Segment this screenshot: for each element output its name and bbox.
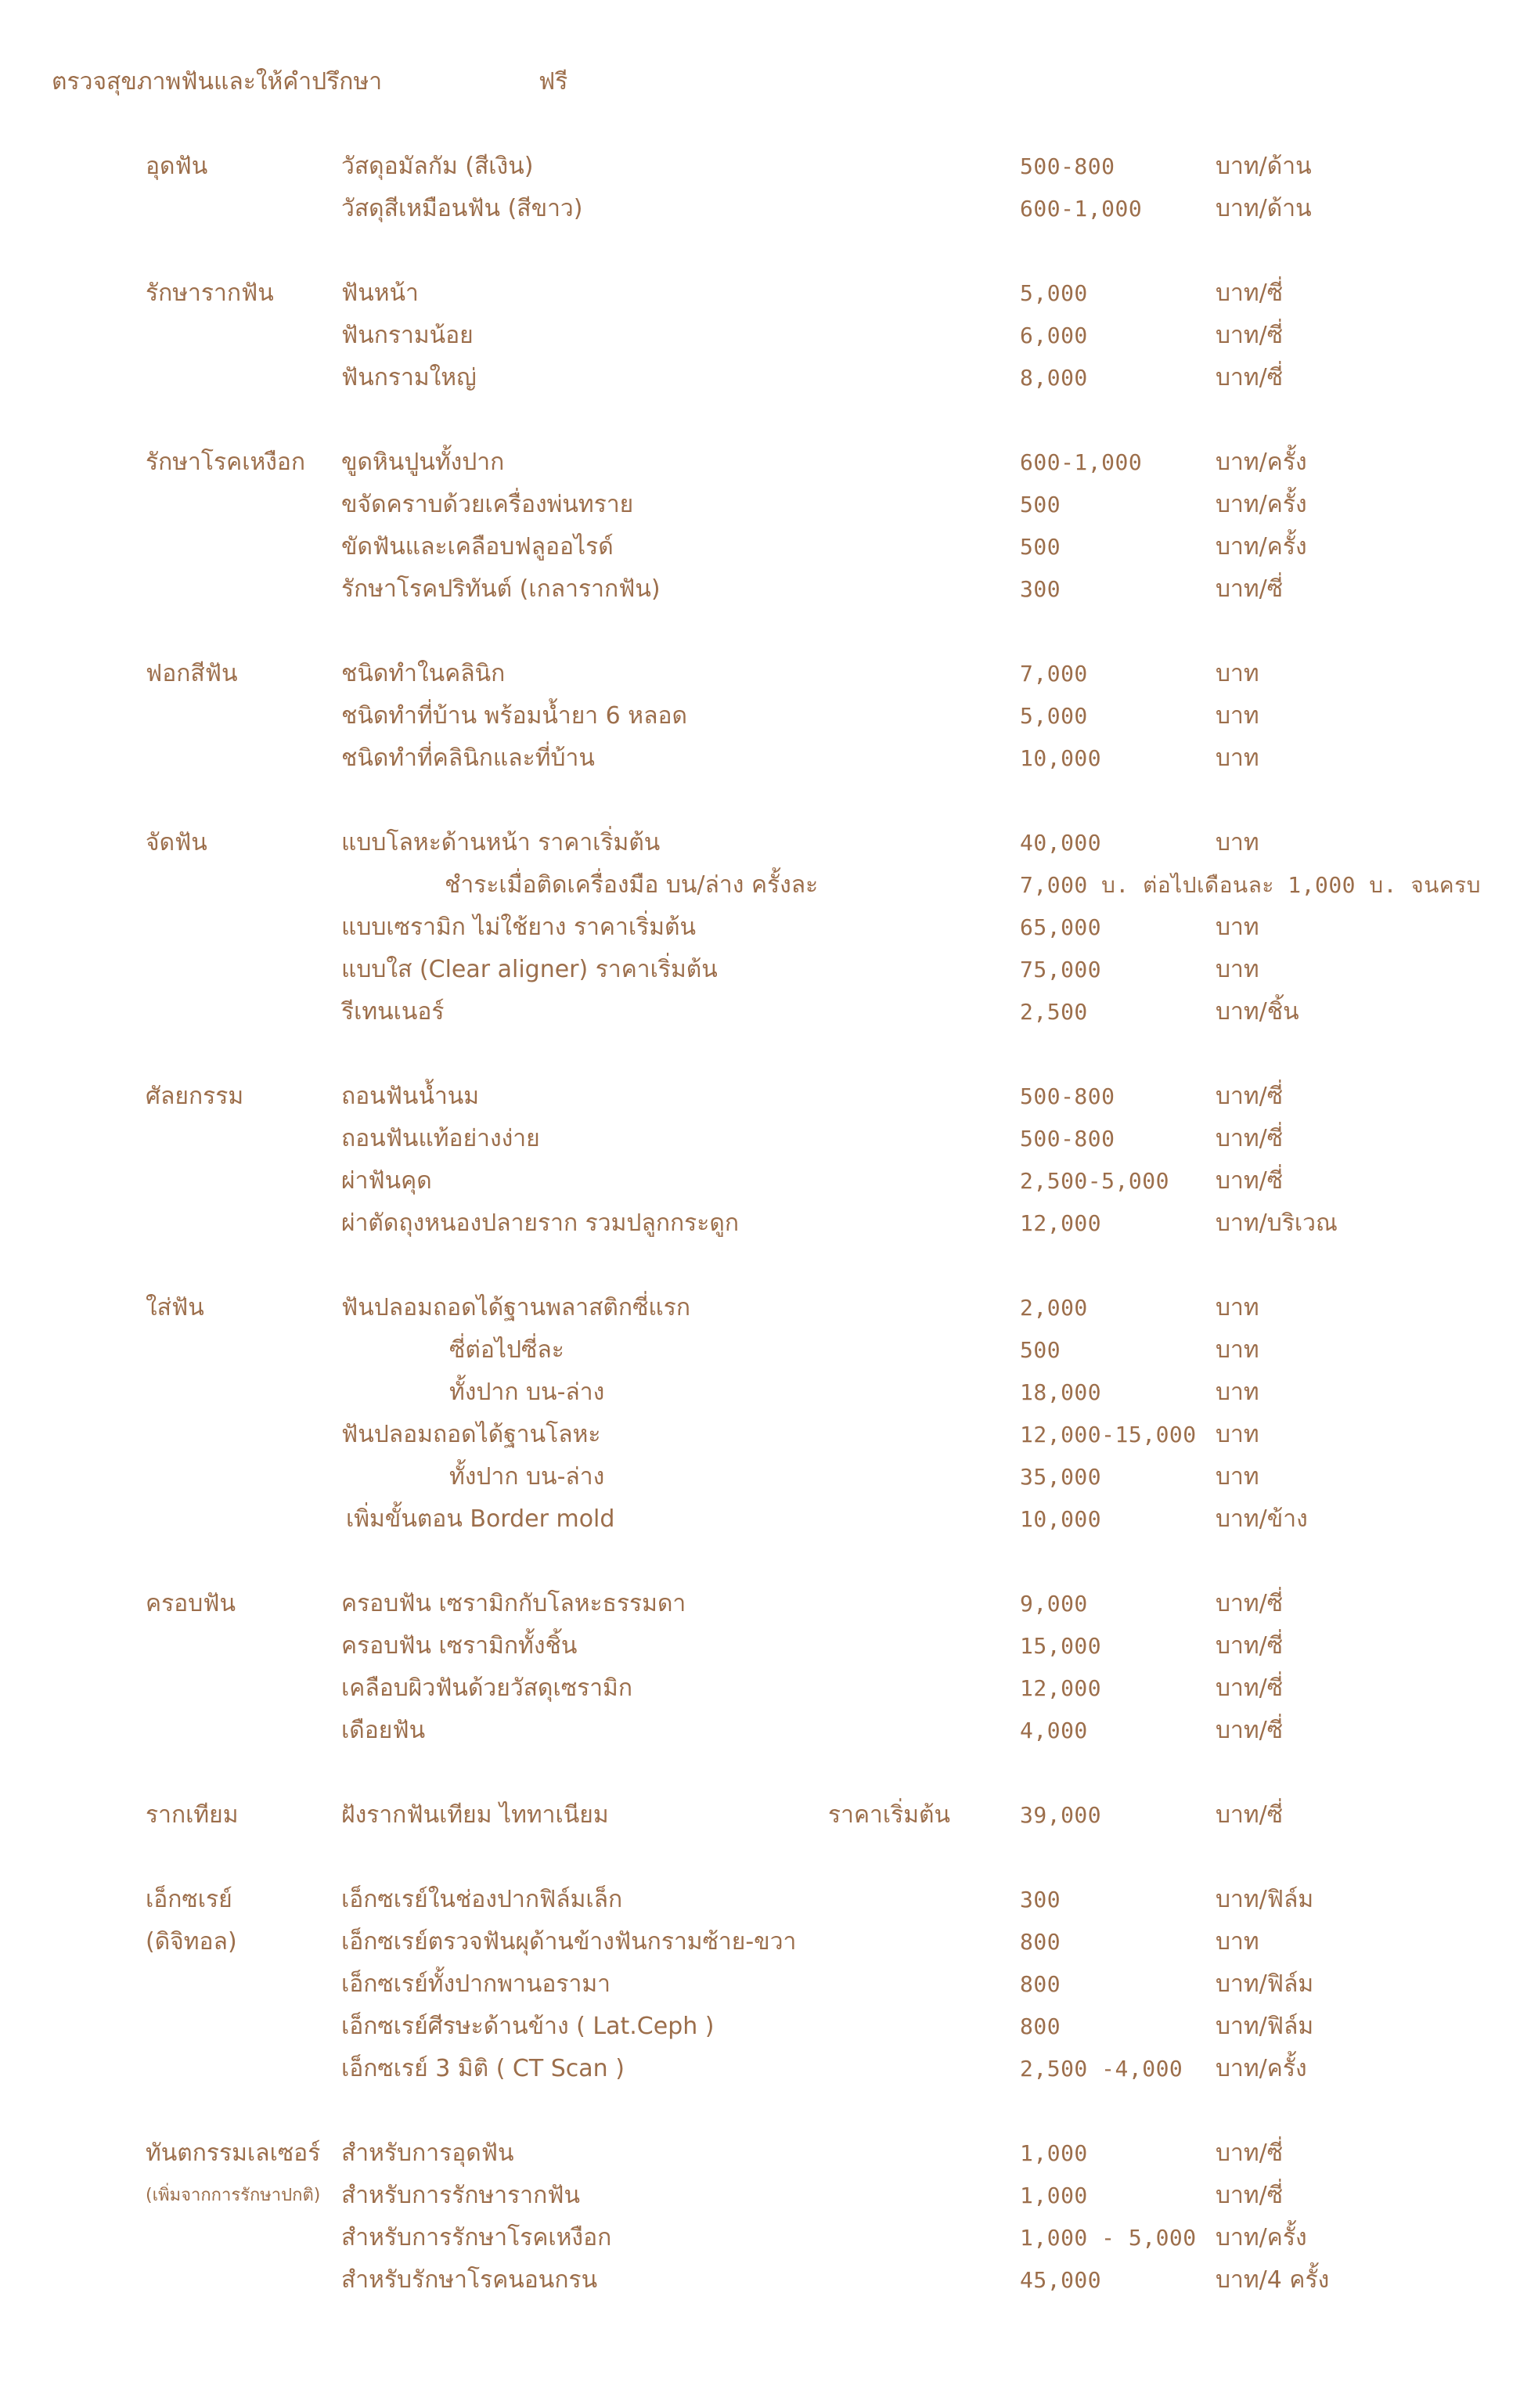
item-price: 300 [1020, 576, 1061, 602]
item-name: ฟันกรามใหญ่ [341, 364, 477, 391]
item-name: ชนิดทำที่คลินิกและที่บ้าน [341, 744, 595, 772]
item-name: เอ็กซเรย์ 3 มิติ ( CT Scan ) [341, 2055, 625, 2082]
item-unit: บาท/ซี่ [1216, 2182, 1284, 2209]
item-name: ฟันปลอมถอดได้ฐานพลาสติกซี่แรก [341, 1294, 691, 1321]
item-price: 800 [1020, 1929, 1061, 1955]
item-unit: บาท [1216, 956, 1259, 983]
category-heading: อุดฟัน [146, 153, 208, 180]
item-price: 800 [1020, 1971, 1061, 1997]
item-unit: บาท/ฟิล์ม [1216, 1886, 1314, 1913]
item-name: ฟันหน้า [341, 279, 419, 307]
category-heading: ใส่ฟัน [146, 1294, 204, 1321]
item-unit: บาท/ด้าน [1216, 153, 1312, 180]
item-name: เดือยฟัน [341, 1717, 426, 1744]
category-subheading: (ดิจิทอล) [146, 1928, 237, 1956]
item-unit: บาท/4 ครั้ง [1216, 2266, 1330, 2294]
category-subheading: (เพิ่มจากการรักษาปกติ) [146, 2186, 321, 2205]
item-name: เอ็กซเรย์ศีรษะด้านข้าง ( Lat.Ceph ) [341, 2013, 715, 2040]
item-price: 4,000 [1020, 1718, 1088, 1743]
item-price: 12,000 [1020, 1675, 1102, 1701]
category-heading: ครอบฟัน [146, 1590, 236, 1617]
category-heading: ทันตกรรมเลเซอร์ [146, 2139, 321, 2167]
item-name: แบบใส (Clear aligner) ราคาเริ่มต้น [341, 956, 718, 983]
item-name: ขัดฟันและเคลือบฟลูออไรด์ [341, 533, 614, 561]
item-unit: บาท/ด้าน [1216, 195, 1312, 222]
item-name: เคลือบผิวฟันด้วยวัสดุเซรามิก [341, 1674, 632, 1702]
item-unit: บาท/ซี่ [1216, 279, 1284, 307]
category-heading: ฟอกสีฟัน [146, 660, 238, 687]
item-name: ทั้งปาก บน-ล่าง [449, 1379, 605, 1406]
intro-price: ฟรี [538, 68, 568, 96]
item-name: ครอบฟัน เซรามิกกับโลหะธรรมดา [341, 1590, 686, 1617]
item-unit: บาท [1216, 744, 1259, 772]
item-name: ฝังรากฟันเทียม ไททาเนียม [341, 1801, 609, 1829]
item-unit: บาท/ซี่ [1216, 1674, 1284, 1702]
item-unit: บาท/ซี่ [1216, 1083, 1284, 1110]
item-name: วัสดุอมัลกัม (สีเงิน) [341, 153, 534, 180]
item-price: 8,000 [1020, 365, 1088, 391]
item-name: สำหรับการรักษารากฟัน [341, 2182, 580, 2209]
item-name: รีเทนเนอร์ [341, 998, 445, 1026]
item-unit: บาท [1216, 702, 1259, 730]
item-unit: บาท/ชิ้น [1216, 998, 1299, 1026]
item-name: ชนิดทำในคลินิก [341, 660, 506, 687]
item-price: 600-1,000 [1020, 449, 1143, 475]
item-name: เอ็กซเรย์ทั้งปากพานอรามา [341, 1970, 611, 1998]
item-name: แบบโลหะด้านหน้า ราคาเริ่มต้น [341, 829, 661, 856]
item-name: ฟันกรามน้อย [341, 322, 474, 349]
item-price: 500-800 [1020, 1126, 1115, 1152]
item-price: 5,000 [1020, 280, 1088, 306]
item-price: 9,000 [1020, 1591, 1088, 1617]
intro-label: ตรวจสุขภาพฟันและให้คำปรึกษา [52, 68, 383, 96]
item-unit: บาท [1216, 1294, 1259, 1321]
item-price: 7,000 [1020, 661, 1088, 687]
item-price: 40,000 [1020, 830, 1102, 856]
item-price: 500 [1020, 492, 1061, 517]
item-name: แบบเซรามิก ไม่ใช้ยาง ราคาเริ่มต้น [341, 914, 696, 941]
item-name: สำหรับการรักษาโรคเหงือก [341, 2224, 612, 2251]
item-price: 45,000 [1020, 2267, 1102, 2293]
item-name: เอ็กซเรย์ในช่องปากฟิล์มเล็ก [341, 1886, 623, 1913]
item-name: รักษาโรคปริทันต์ (เกลารากฟัน) [341, 575, 661, 603]
item-name: ฟันปลอมถอดได้ฐานโลหะ [341, 1421, 601, 1448]
item-name: สำหรับการอุดฟัน [341, 2139, 514, 2167]
item-name: ชำระเมื่อติดเครื่องมือ บน/ล่าง ครั้งละ [445, 871, 819, 899]
item-price: 300 [1020, 1887, 1061, 1912]
item-note: ราคาเริ่มต้น [828, 1801, 951, 1829]
item-name: ครอบฟัน เซรามิกทั้งชิ้น [341, 1632, 578, 1660]
item-price: 75,000 [1020, 957, 1102, 982]
item-unit: บาท [1216, 1336, 1259, 1364]
item-unit: บาท/ซี่ [1216, 1632, 1284, 1660]
item-price: 500-800 [1020, 153, 1115, 179]
item-price: 39,000 [1020, 1802, 1102, 1828]
item-name: สำหรับรักษาโรคนอนกรน [341, 2266, 598, 2294]
item-unit: บาท [1216, 914, 1259, 941]
item-name: ขจัดคราบด้วยเครื่องพ่นทราย [341, 491, 634, 518]
item-unit: บาท [1216, 829, 1259, 856]
item-price: 12,000 [1020, 1210, 1102, 1236]
item-price: 500 [1020, 534, 1061, 560]
item-unit: บาท/ซี่ [1216, 1801, 1284, 1829]
item-price: 12,000-15,000 [1020, 1422, 1197, 1447]
item-unit: บาท/ฟิล์ม [1216, 1970, 1314, 1998]
item-price: 1,000 [1020, 2140, 1088, 2166]
item-name: เพิ่มขั้นตอน Border mold [346, 1505, 615, 1533]
item-name: ซี่ต่อไปซี่ละ [449, 1336, 564, 1364]
item-price: 6,000 [1020, 323, 1088, 348]
item-price: 800 [1020, 2013, 1061, 2039]
item-price: 1,000 [1020, 2183, 1088, 2208]
item-unit: บาท [1216, 1421, 1259, 1448]
category-heading: ศัลยกรรม [146, 1083, 244, 1110]
item-price: 500 [1020, 1337, 1061, 1363]
item-unit: บาท/ซี่ [1216, 1717, 1284, 1744]
item-unit: บาท/ครั้ง [1216, 449, 1307, 476]
item-price: 7,000 บ. ต่อไปเดือนละ 1,000 บ. จนครบ [1020, 872, 1481, 898]
item-name: ชนิดทำที่บ้าน พร้อมน้ำยา 6 หลอด [341, 702, 687, 730]
item-price: 10,000 [1020, 1506, 1102, 1532]
item-unit: บาท/ซี่ [1216, 1590, 1284, 1617]
item-price: 2,500 -4,000 [1020, 2056, 1183, 2082]
item-unit: บาท [1216, 660, 1259, 687]
item-name: ถอนฟันน้ำนม [341, 1083, 480, 1110]
item-price: 500-800 [1020, 1083, 1115, 1109]
item-price: 5,000 [1020, 703, 1088, 729]
item-unit: บาท [1216, 1463, 1259, 1491]
item-price: 65,000 [1020, 914, 1102, 940]
item-name: ถอนฟันแท้อย่างง่าย [341, 1125, 540, 1152]
item-unit: บาท/ซี่ [1216, 364, 1284, 391]
item-unit: บาท/ครั้ง [1216, 533, 1307, 561]
item-name: ทั้งปาก บน-ล่าง [449, 1463, 605, 1491]
category-heading: จัดฟัน [146, 829, 207, 856]
item-name: ผ่าตัดถุงหนองปลายราก รวมปลูกกระดูก [341, 1209, 740, 1237]
item-price: 35,000 [1020, 1464, 1102, 1490]
item-unit: บาท/ฟิล์ม [1216, 2013, 1314, 2040]
item-unit: บาท/บริเวณ [1216, 1209, 1338, 1237]
item-unit: บาท/ข้าง [1216, 1505, 1308, 1533]
item-name: เอ็กซเรย์ตรวจฟันผุด้านข้างฟันกรามซ้าย-ขวา [341, 1928, 797, 1956]
item-name: ผ่าฟันคุด [341, 1167, 432, 1195]
category-heading: รักษาโรคเหงือก [146, 449, 306, 476]
item-price: 15,000 [1020, 1633, 1102, 1659]
item-unit: บาท/ครั้ง [1216, 2224, 1307, 2251]
item-price: 2,000 [1020, 1295, 1088, 1321]
item-name: วัสดุสีเหมือนฟัน (สีขาว) [341, 195, 583, 222]
item-unit: บาท [1216, 1928, 1259, 1956]
category-heading: เอ็กซเรย์ [146, 1886, 232, 1913]
item-unit: บาท/ครั้ง [1216, 491, 1307, 518]
item-unit: บาท [1216, 1379, 1259, 1406]
item-price: 600-1,000 [1020, 196, 1143, 222]
item-price: 18,000 [1020, 1379, 1102, 1405]
category-heading: รักษารากฟัน [146, 279, 274, 307]
item-unit: บาท/ซี่ [1216, 2139, 1284, 2167]
item-unit: บาท/ซี่ [1216, 1125, 1284, 1152]
item-price: 2,500-5,000 [1020, 1168, 1169, 1194]
item-price: 1,000 - 5,000 [1020, 2225, 1197, 2251]
item-price: 10,000 [1020, 745, 1102, 771]
item-name: ขูดหินปูนทั้งปาก [341, 449, 505, 476]
item-unit: บาท/ซี่ [1216, 575, 1284, 603]
item-unit: บาท/ซี่ [1216, 322, 1284, 349]
item-unit: บาท/ซี่ [1216, 1167, 1284, 1195]
item-price: 2,500 [1020, 999, 1088, 1025]
item-unit: บาท/ครั้ง [1216, 2055, 1307, 2082]
category-heading: รากเทียม [146, 1801, 239, 1829]
